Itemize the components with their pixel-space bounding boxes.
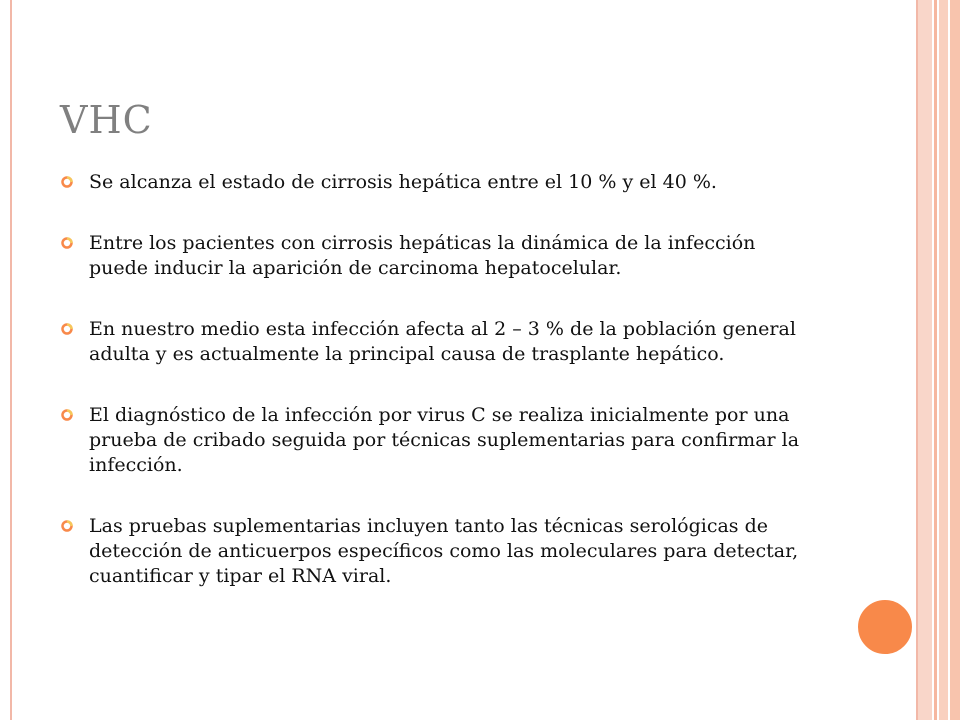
bullet-text: Las pruebas suplementarias incluyen tanto las técnicas serológicas de detección de anticuerpos específicos como las moleculares para detectar, cuantificar y tipar el RNA viral. — [89, 515, 799, 587]
bullet-item — [60, 170, 820, 195]
ring-bullet-icon — [60, 519, 74, 533]
bullet-text: En nuestro medio esta infección afecta al 2 – 3 % de la población general adulta y es actualmente la principal causa de trasplante hepático. — [89, 318, 796, 365]
bullet-text: El diagnóstico de la infección por virus C se realiza inicialmente por una prueba de cribado seguida por técnicas suplementarias para confirmar la infección. — [89, 404, 800, 476]
bullet-text: Entre los pacientes con cirrosis hepáticas la dinámica de la infección puede inducir la aparición de carcinoma hepatocelular. — [89, 232, 756, 279]
ring-bullet-icon — [60, 175, 74, 189]
bullet-item — [60, 231, 820, 281]
ring-bullet-icon — [60, 322, 74, 336]
bullet-text: Se alcanza el estado de cirrosis hepática entre el 10 % y el 40 %. — [89, 171, 717, 193]
ring-bullet-icon — [60, 236, 74, 250]
bullet-item — [60, 317, 820, 367]
bullet-item — [60, 403, 820, 478]
bullet-list — [60, 170, 820, 625]
ring-bullet-icon — [60, 408, 74, 422]
decorative-orange-circle — [856, 598, 914, 656]
slide-title: VHC — [60, 98, 153, 142]
bullet-item — [60, 514, 820, 589]
decorative-stripes — [918, 0, 960, 720]
